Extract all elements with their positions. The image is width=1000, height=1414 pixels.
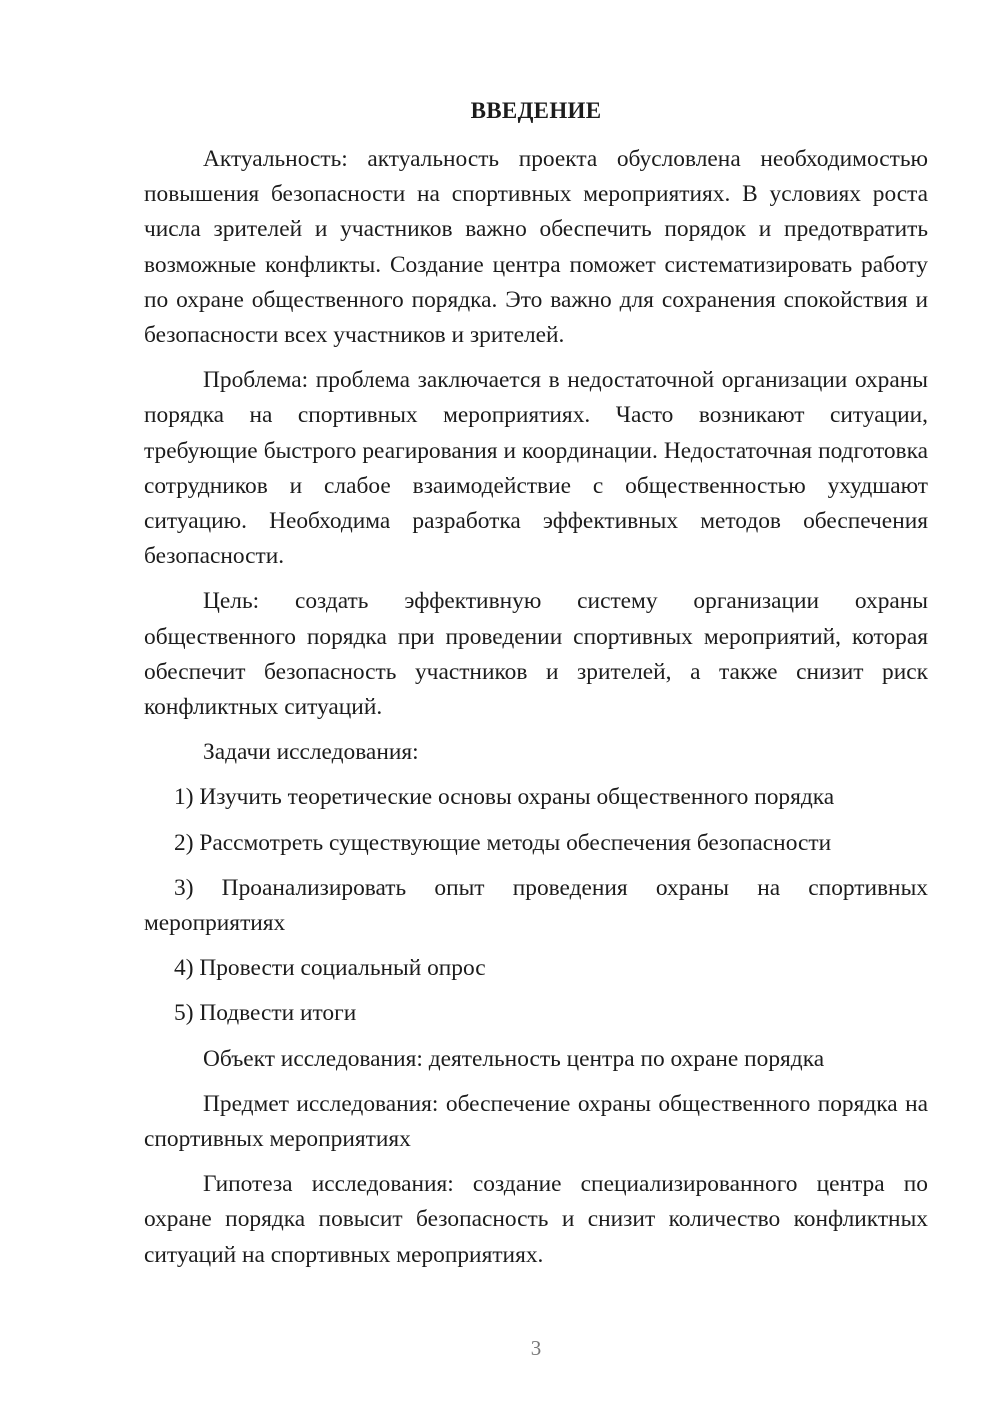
task-item-3: 3) Проанализировать опыт проведения охраны на спортивных мероприятиях [144,874,928,937]
tasks-heading: Задачи исследования: [203,739,419,766]
relevance-paragraph: Актуальность: актуальность проекта обусловлена необходимостью повышения безопасности на спортивных мероприятиях. В условиях роста числа зрителей и участников важно обеспечить порядок и предотвратить возможные конфликты. Создание центра поможет систематизировать работу по охране общественного порядка. Это важно для сохранения спокойствия и безопасности всех участников и зрителей. [144,146,928,349]
task-item-2: 2) Рассмотреть существующие методы обеспечения безопасности [174,829,832,856]
task-item-4: 4) Провести социальный опрос [174,955,486,982]
problem-paragraph: Проблема: проблема заключается в недостаточной организации охраны порядка на спортивных мероприятиях. Часто возникают ситуации, требующие быстрого реагирования и координации. Недостаточная подготовка сотрудников и слабое взаимодействие с общественностью ухудшают ситуацию. Необходима разработка эффективных методов обеспечения безопасности. [144,367,928,570]
object-paragraph: Объект исследования: деятельность центра по охране порядка [203,1045,825,1072]
hypothesis-paragraph: Гипотеза исследования: создание специализированного центра по охране порядка повысит безопасность и снизит количество конфликтных ситуаций на спортивных мероприятиях. [144,1171,928,1268]
task-item-5: 5) Подвести итоги [174,1000,357,1027]
body-text [144,142,928,1283]
task-item-1: 1) Изучить теоретические основы охраны общественного порядка [174,784,835,811]
goal-paragraph: Цель: создать эффективную систему организации охраны общественного порядка при проведении спортивных мероприятий, которая обеспечит безопасность участников и зрителей, а также снизит риск конфликтных ситуаций. [144,588,928,721]
page-number: 3 [530,1336,542,1360]
subject-paragraph: Предмет исследования: обеспечение охраны общественного порядка на спортивных мероприятиях [144,1090,928,1153]
section-heading: ВВЕДЕНИЕ [470,98,602,123]
